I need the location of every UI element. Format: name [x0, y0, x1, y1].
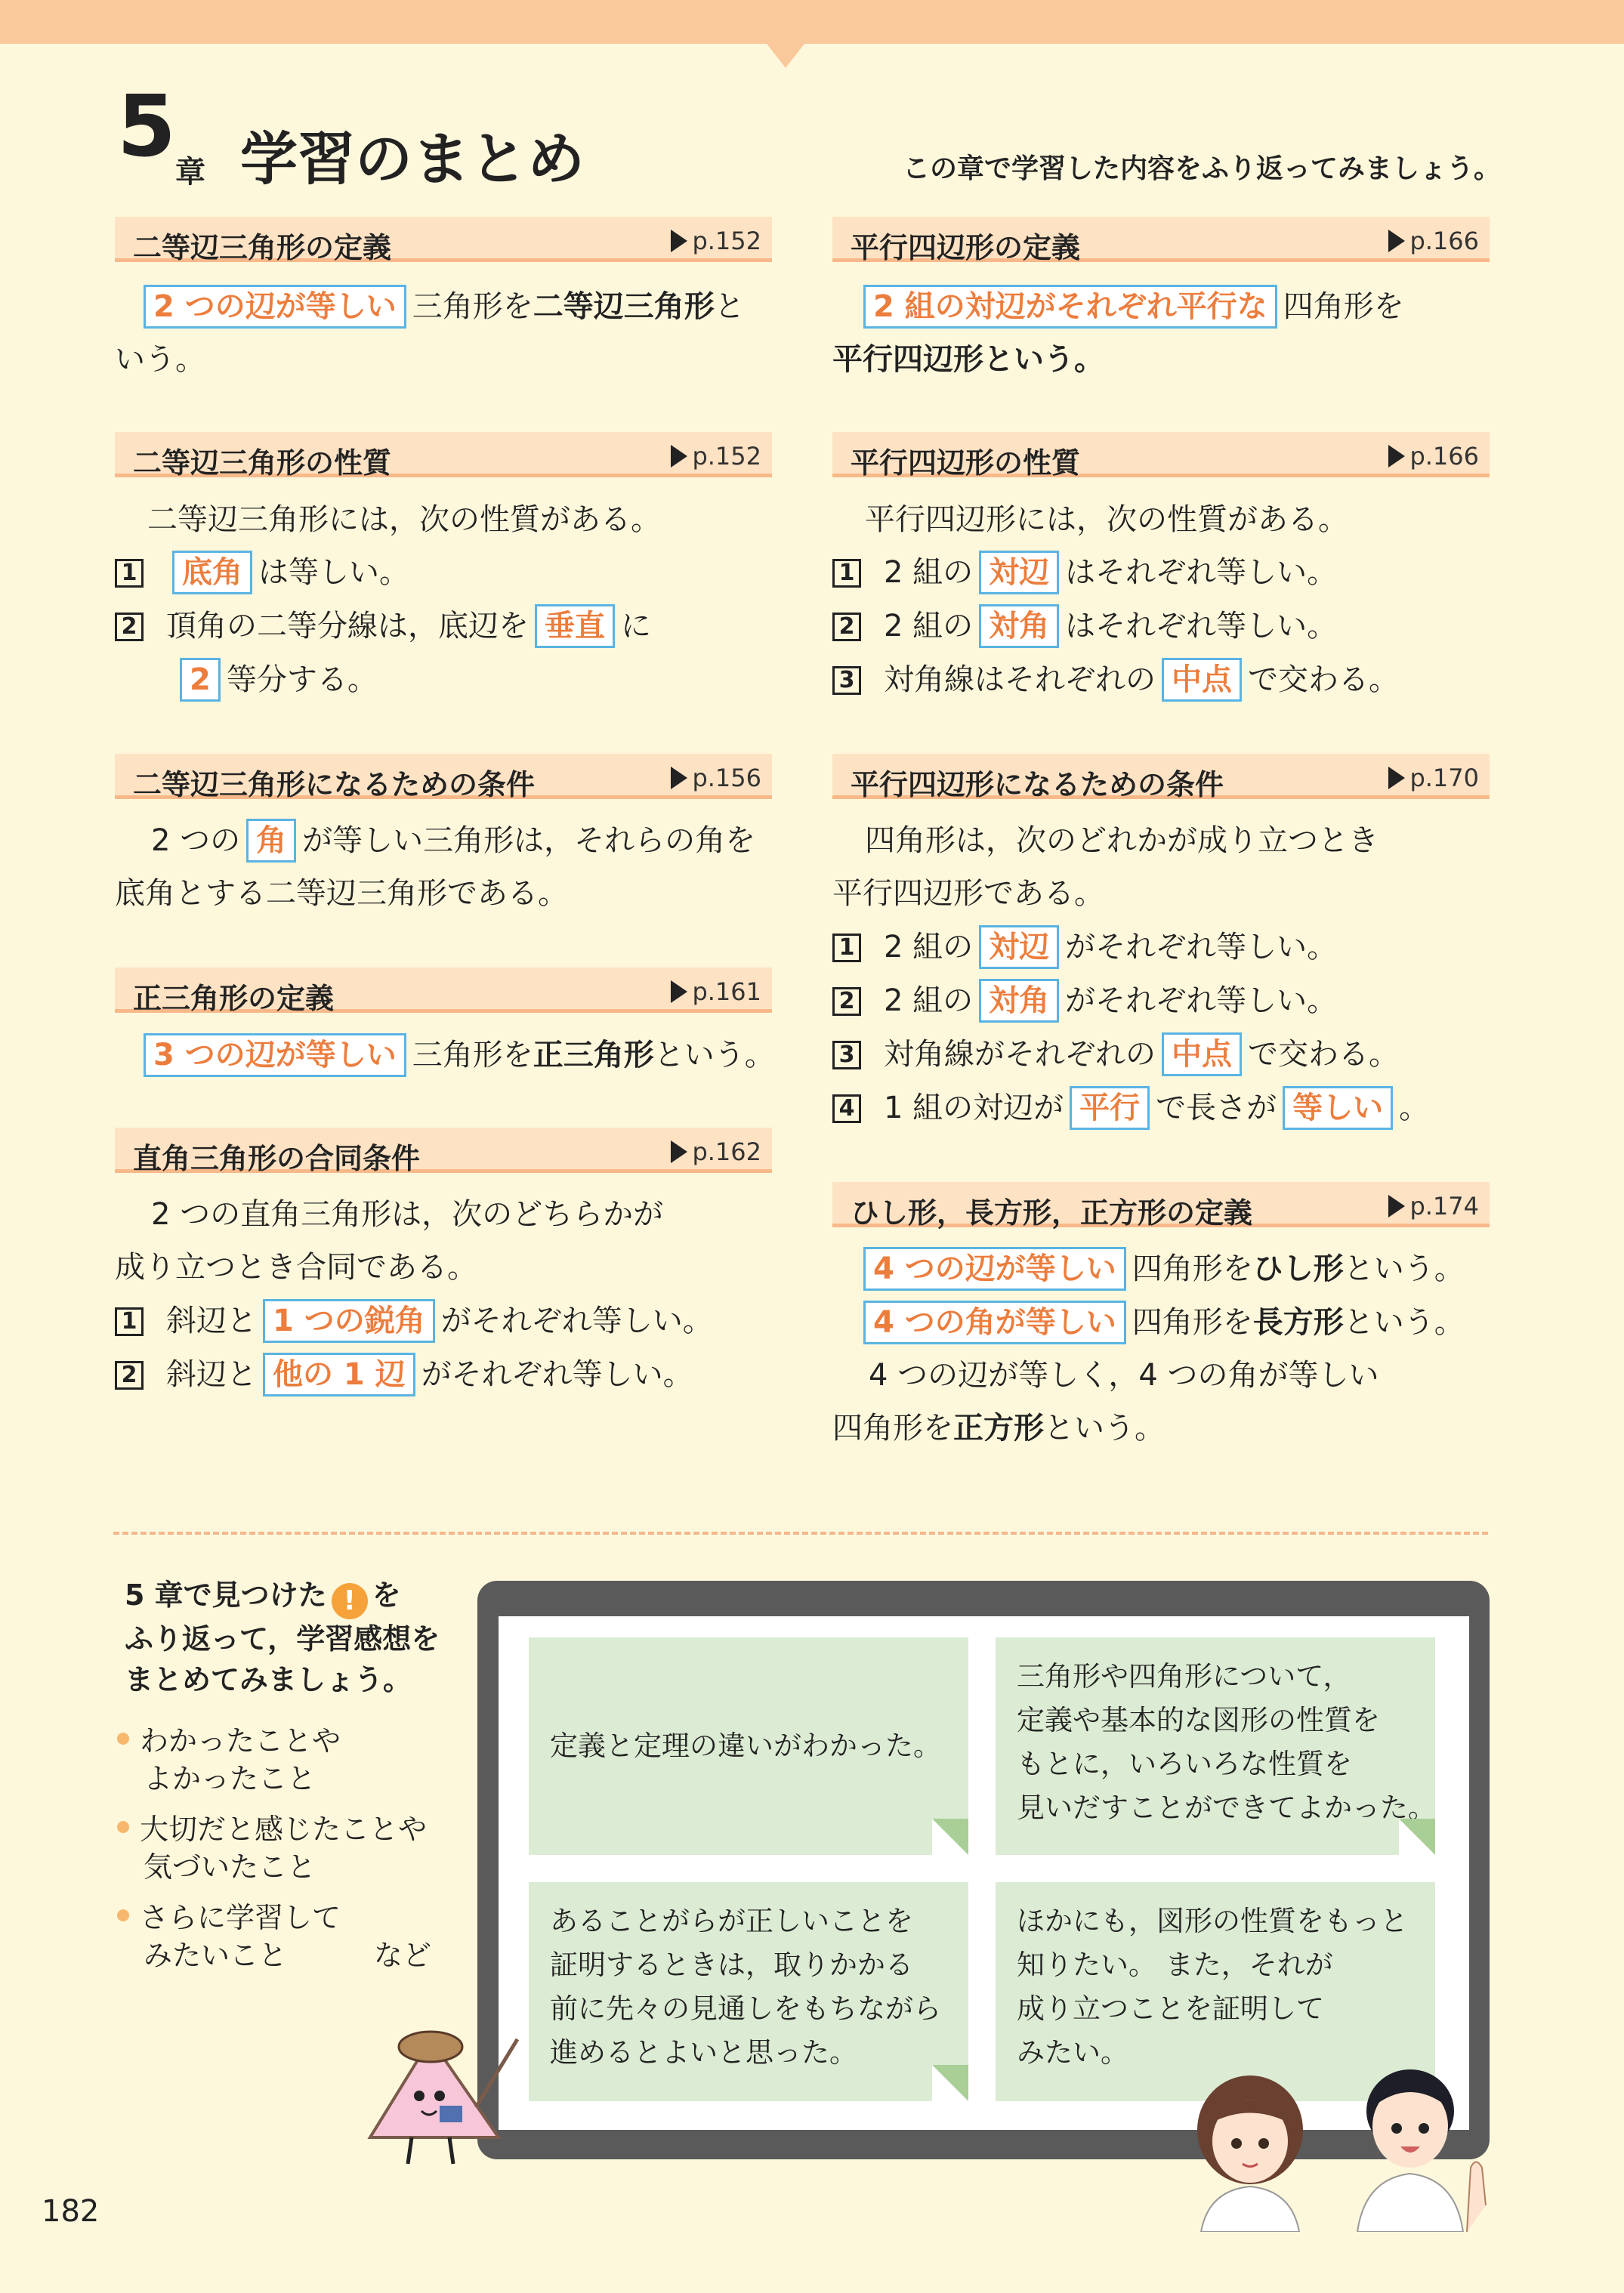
text-line [863, 284, 1404, 329]
text: 2 組の [884, 930, 974, 964]
note-fold [932, 2065, 968, 2101]
section-title: 二等辺三角形になるための条件 [133, 768, 536, 801]
list-item [832, 924, 1337, 970]
section-header [115, 968, 772, 1013]
note-text: 知りたい。 また，それが [1017, 1949, 1333, 1981]
bullet-dot [117, 1909, 129, 1921]
text: に [621, 609, 651, 643]
number-badge: 1 [832, 934, 861, 962]
list-item [832, 550, 1337, 595]
note-text: 定義と定理の違いがわかった。 [550, 1730, 941, 1762]
text: 2 つの [151, 823, 241, 858]
list-item [832, 657, 1399, 702]
text: 四角形を [1132, 1251, 1253, 1286]
note-text: 証明するときは，取りかかる [550, 1949, 913, 1981]
triangle-mascot-icon [355, 2024, 544, 2175]
number-badge: 2 [832, 987, 861, 1016]
text: と [714, 289, 745, 324]
note-text: みたい。 [1017, 2036, 1128, 2069]
text: 四角形を [1132, 1305, 1253, 1340]
list-item [832, 1085, 1429, 1131]
page-number: 182 [42, 2194, 100, 2229]
answer-box: 3 つの辺が等しい [144, 1033, 406, 1077]
text: 対角線がそれぞれの [884, 1037, 1156, 1072]
section-title: 二等辺三角形の性質 [133, 446, 392, 480]
term: 正方形 [953, 1411, 1044, 1446]
text-line [174, 657, 378, 702]
answer-box: 角 [246, 819, 296, 863]
bullet-item [117, 1810, 427, 1848]
note-text: ほかにも，図形の性質をもっと [1017, 1905, 1408, 1937]
text-line: 二等辺三角形には，次の性質がある。 [147, 502, 661, 537]
page-ref [1388, 764, 1479, 792]
term: 平行四辺形という。 [832, 342, 1104, 377]
page-ref [671, 977, 761, 1006]
note-text: 前に先々の見通しをもちながら [550, 1992, 941, 2025]
section-title: 直角三角形の合同条件 [133, 1142, 421, 1175]
text: を [372, 1579, 401, 1612]
text: という。 [653, 1038, 775, 1072]
note-text: もとに，いろいろな性質を [1017, 1748, 1352, 1780]
section-title: ひし形，長方形，正方形の定義 [851, 1196, 1253, 1230]
term: 二等辺三角形 [533, 289, 715, 324]
text-line [151, 818, 755, 863]
note-text: 見いだすことができてよかった。 [1017, 1792, 1436, 1824]
text-line: 底角とする二等辺三角形である。 [115, 876, 568, 911]
term: 長方形 [1252, 1305, 1344, 1340]
text: という。 [1044, 1411, 1165, 1446]
answer-box: 2 組の対辺がそれぞれ平行な [863, 285, 1277, 329]
page-ref-text: p.174 [1409, 1192, 1479, 1221]
triangle-icon [1388, 230, 1405, 252]
text-line [832, 1406, 1165, 1451]
text: はそれぞれ等しい。 [1065, 555, 1338, 590]
text: 頂角の二等分線は，底辺を [166, 609, 529, 643]
text: で長さが [1156, 1091, 1277, 1125]
text: 2 組の [884, 555, 974, 590]
text: で交わる。 [1248, 1037, 1399, 1072]
text-line: 4 つの辺が等しく，4 つの角が等しい [869, 1358, 1379, 1393]
text: がそれぞれ等しい。 [421, 1357, 693, 1392]
text: 三角形を [412, 1038, 533, 1072]
page-title: 学習のまとめ [240, 125, 585, 193]
note-text: 成り立つことを証明して [1017, 1992, 1324, 2025]
text: 三角形を [412, 289, 533, 324]
answer-box: 2 [180, 658, 221, 702]
page-ref-text: p.162 [692, 1137, 761, 1166]
page-ref-text: p.161 [692, 977, 761, 1006]
etc-label: など [374, 1939, 432, 1972]
section-header [115, 432, 772, 480]
bullet-dot [117, 1821, 129, 1833]
number-badge: 2 [115, 613, 144, 641]
text: という。 [1343, 1305, 1465, 1340]
answer-box: 等しい [1283, 1086, 1393, 1130]
answer-box: 対辺 [979, 551, 1059, 594]
page-ref [671, 1137, 761, 1166]
page-ref-text: p.166 [1409, 442, 1479, 471]
text-line: 四角形は，次のどれかが成り立つとき [865, 823, 1379, 858]
section-header [832, 1182, 1490, 1230]
note-fold [932, 1819, 968, 1855]
text-line: 平行四辺形である。 [832, 876, 1104, 911]
text: がそれぞれ等しい。 [1065, 983, 1338, 1018]
list-item [115, 1298, 713, 1344]
list-item [832, 603, 1337, 649]
answer-box: 2 つの辺が等しい [144, 285, 406, 329]
page-ref [671, 442, 761, 471]
number-badge: 1 [115, 559, 144, 588]
chapter-kanji: 章 [175, 155, 205, 190]
term: 正三角形 [533, 1038, 654, 1072]
note-text: 進めるとよいと思った。 [550, 2036, 857, 2069]
answer-box: 4 つの角が等しい [863, 1301, 1126, 1344]
section-title: 平行四辺形の定義 [851, 231, 1081, 264]
top-band [0, 0, 1624, 44]
reflection-line [125, 1574, 401, 1619]
text: は等しい。 [258, 555, 409, 590]
student-boy-icon [1338, 2054, 1501, 2232]
text: で交わる。 [1248, 662, 1399, 697]
chapter-number: 5 [117, 78, 176, 176]
note-text: あることがらが正しいことを [550, 1905, 913, 1937]
bullet-dot [117, 1733, 129, 1745]
triangle-icon [1388, 767, 1405, 789]
answer-box: 平行 [1070, 1086, 1150, 1130]
triangle-icon [671, 767, 687, 789]
bullet-cont: 気づいたこと [144, 1850, 316, 1884]
number-badge: 4 [832, 1094, 861, 1123]
text-line: 2 つの直角三角形は，次のどちらかが [151, 1197, 664, 1232]
number-badge: 2 [115, 1361, 144, 1390]
text: という。 [1343, 1251, 1465, 1286]
section-title: 正三角形の定義 [133, 982, 335, 1015]
page-ref [671, 764, 761, 792]
section-header [115, 1128, 772, 1173]
text: わかったことや [140, 1724, 341, 1758]
triangle-icon [671, 1140, 687, 1163]
text-line [863, 1300, 1465, 1345]
answer-box: 垂直 [535, 604, 615, 648]
text: がそれぞれ等しい。 [1065, 930, 1338, 964]
bullet-cont: よかったこと [144, 1762, 316, 1795]
term: ひし形 [1252, 1251, 1344, 1286]
text: 四角形を [832, 1411, 953, 1446]
text-line [863, 1246, 1465, 1292]
number-badge: 1 [832, 559, 861, 588]
note-text: 三角形や四角形について， [1017, 1660, 1351, 1693]
text-line: 成り立つとき合同である。 [115, 1250, 477, 1285]
text: さらに学習して [140, 1901, 341, 1934]
dashed-divider [113, 1532, 1488, 1535]
text: 。 [1399, 1091, 1430, 1125]
list-item [115, 550, 409, 595]
answer-box: 底角 [172, 551, 252, 594]
number-badge: 1 [115, 1307, 144, 1336]
sticky-note [529, 1882, 968, 2101]
section-header [832, 754, 1490, 799]
bullet-item [117, 1899, 341, 1937]
triangle-icon [1388, 445, 1405, 468]
number-badge: 3 [832, 1041, 861, 1069]
text-line [144, 1032, 775, 1078]
note-text: 定義や基本的な図形の性質を [1017, 1704, 1380, 1736]
page-ref-text: p.152 [692, 442, 761, 471]
text: 1 組の対辺が [884, 1091, 1064, 1125]
bullet-item [117, 1722, 341, 1760]
note-fold [1399, 1819, 1435, 1855]
text: 2 組の [884, 609, 974, 643]
page-subtitle: この章で学習した内容をふり返ってみましょう。 [903, 153, 1502, 184]
text-line [144, 284, 745, 329]
text: が等しい三角形は，それらの角を [302, 823, 756, 858]
exclamation-icon: ! [332, 1583, 368, 1619]
text: 等分する。 [226, 662, 378, 697]
text-line: 平行四辺形には，次の性質がある。 [865, 502, 1348, 537]
triangle-icon [1388, 1195, 1405, 1217]
number-badge: 3 [832, 666, 861, 695]
section-header [832, 217, 1490, 262]
section-header [832, 432, 1490, 480]
text: はそれぞれ等しい。 [1065, 609, 1338, 643]
answer-box: 1 つの鋭角 [263, 1299, 435, 1343]
text: 大切だと感じたことや [140, 1813, 428, 1846]
list-item [832, 978, 1337, 1023]
text: 四角形を [1283, 289, 1404, 324]
page-ref-text: p.166 [1409, 227, 1479, 255]
text-line: いう。 [115, 342, 205, 377]
number-badge: 2 [832, 613, 861, 641]
bullet-cont: みたいこと [144, 1939, 288, 1972]
section-title: 平行四辺形の性質 [851, 446, 1081, 480]
list-item [115, 603, 651, 649]
triangle-icon [671, 230, 687, 252]
sticky-note [996, 1637, 1435, 1855]
text: がそれぞれ等しい。 [440, 1304, 713, 1338]
text-line [832, 337, 1104, 382]
reflection-line: ふり返って，学習感想を [125, 1622, 440, 1656]
reflection-line: まとめてみましょう。 [125, 1663, 412, 1696]
text: 対角線はそれぞれの [884, 662, 1156, 697]
answer-box: 中点 [1162, 1032, 1242, 1076]
answer-box: 中点 [1162, 658, 1242, 702]
top-notch [767, 44, 804, 68]
text: 斜辺と [166, 1304, 257, 1338]
text: 斜辺と [166, 1357, 257, 1392]
answer-box: 対角 [979, 604, 1059, 648]
section-header [115, 217, 772, 262]
page-ref [1388, 1192, 1479, 1221]
answer-box: 他の 1 辺 [263, 1353, 415, 1396]
page-ref-text: p.156 [692, 764, 761, 792]
page-ref [671, 227, 761, 255]
triangle-icon [671, 980, 687, 1003]
page-ref [1388, 227, 1479, 255]
list-item [832, 1032, 1399, 1077]
answer-box: 対角 [979, 979, 1059, 1023]
answer-box: 対辺 [979, 925, 1059, 969]
answer-box: 4 つの辺が等しい [863, 1247, 1126, 1291]
list-item [115, 1352, 693, 1397]
text: 2 組の [884, 983, 974, 1018]
page-ref-text: p.170 [1409, 764, 1479, 792]
section-title: 平行四辺形になるための条件 [851, 768, 1224, 801]
page-ref [1388, 442, 1479, 471]
section-title: 二等辺三角形の定義 [133, 231, 392, 264]
student-girl-icon [1178, 2069, 1322, 2232]
section-header [115, 754, 772, 799]
page-ref-text: p.152 [692, 227, 761, 255]
triangle-icon [671, 445, 687, 468]
text: 5 章で見つけた [125, 1579, 327, 1612]
sticky-note [529, 1637, 968, 1855]
